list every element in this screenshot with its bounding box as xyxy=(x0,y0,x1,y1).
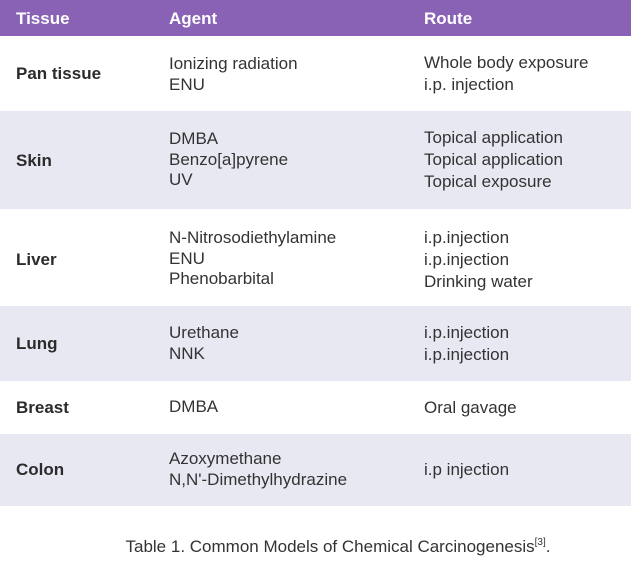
agent-line: ENU xyxy=(169,74,205,94)
route-line: i.p.injection xyxy=(424,250,510,269)
agent-line: DMBA xyxy=(169,129,219,148)
header-tissue: Tissue xyxy=(16,9,70,28)
agent-cell xyxy=(169,397,218,418)
tissue-cell: Pan tissue xyxy=(16,64,102,83)
route-line: Oral gavage xyxy=(424,398,517,417)
agent-line: NNK xyxy=(169,343,205,363)
table-row xyxy=(0,111,631,209)
agent-cell xyxy=(169,449,347,490)
table-caption xyxy=(0,537,631,557)
caption-text: Table 1. Common Models of Chemical Carcinogenesis xyxy=(125,537,535,556)
agent-line: ENU xyxy=(169,248,205,268)
agent-line: Phenobarbital xyxy=(169,269,274,288)
route-line: Whole body exposure xyxy=(424,53,589,72)
route-cell xyxy=(424,397,517,419)
agent-line: N-Nitrosodiethylamine xyxy=(169,228,337,247)
header-agent: Agent xyxy=(169,9,218,28)
table-row xyxy=(0,381,631,434)
tissue-cell: Breast xyxy=(16,398,69,417)
agent-cell xyxy=(169,323,239,364)
route-cell xyxy=(424,127,563,193)
agent-cell xyxy=(169,129,288,191)
route-cell xyxy=(424,227,533,293)
route-line: Topical exposure xyxy=(424,172,552,191)
caption-reference: [3] xyxy=(534,537,546,548)
agent-line: UV xyxy=(169,170,193,189)
tissue-cell: Lung xyxy=(16,334,58,353)
route-line: Topical application xyxy=(424,128,563,147)
table-row xyxy=(0,209,631,306)
agent-line: Azoxymethane xyxy=(169,449,282,468)
agent-line: N,N'-Dimethylhydrazine xyxy=(169,469,348,489)
tissue-cell: Skin xyxy=(16,151,52,170)
table-header xyxy=(0,0,631,36)
route-line: Topical application xyxy=(424,150,563,169)
table-row xyxy=(0,36,631,111)
agent-line: Benzo[a]pyrene xyxy=(169,149,289,169)
header-route: Route xyxy=(424,9,473,28)
agent-cell xyxy=(169,54,298,95)
route-line: i.p.injection xyxy=(424,228,510,247)
route-line: Drinking water xyxy=(424,272,533,291)
agent-line: Ionizing radiation xyxy=(169,54,298,73)
table-row xyxy=(0,306,631,381)
tissue-cell: Liver xyxy=(16,250,57,269)
route-cell xyxy=(424,52,588,96)
caption-end: . xyxy=(545,537,551,556)
table-row xyxy=(0,434,631,506)
route-cell xyxy=(424,459,509,481)
route-line: i.p. injection xyxy=(424,75,514,94)
agent-line: DMBA xyxy=(169,397,219,416)
route-cell xyxy=(424,322,509,366)
tissue-cell: Colon xyxy=(16,460,65,479)
route-line: i.p.injection xyxy=(424,323,510,342)
agent-cell xyxy=(169,228,336,290)
agent-line: Urethane xyxy=(169,323,239,342)
route-line: i.p injection xyxy=(424,460,510,479)
route-line: i.p.injection xyxy=(424,345,510,364)
